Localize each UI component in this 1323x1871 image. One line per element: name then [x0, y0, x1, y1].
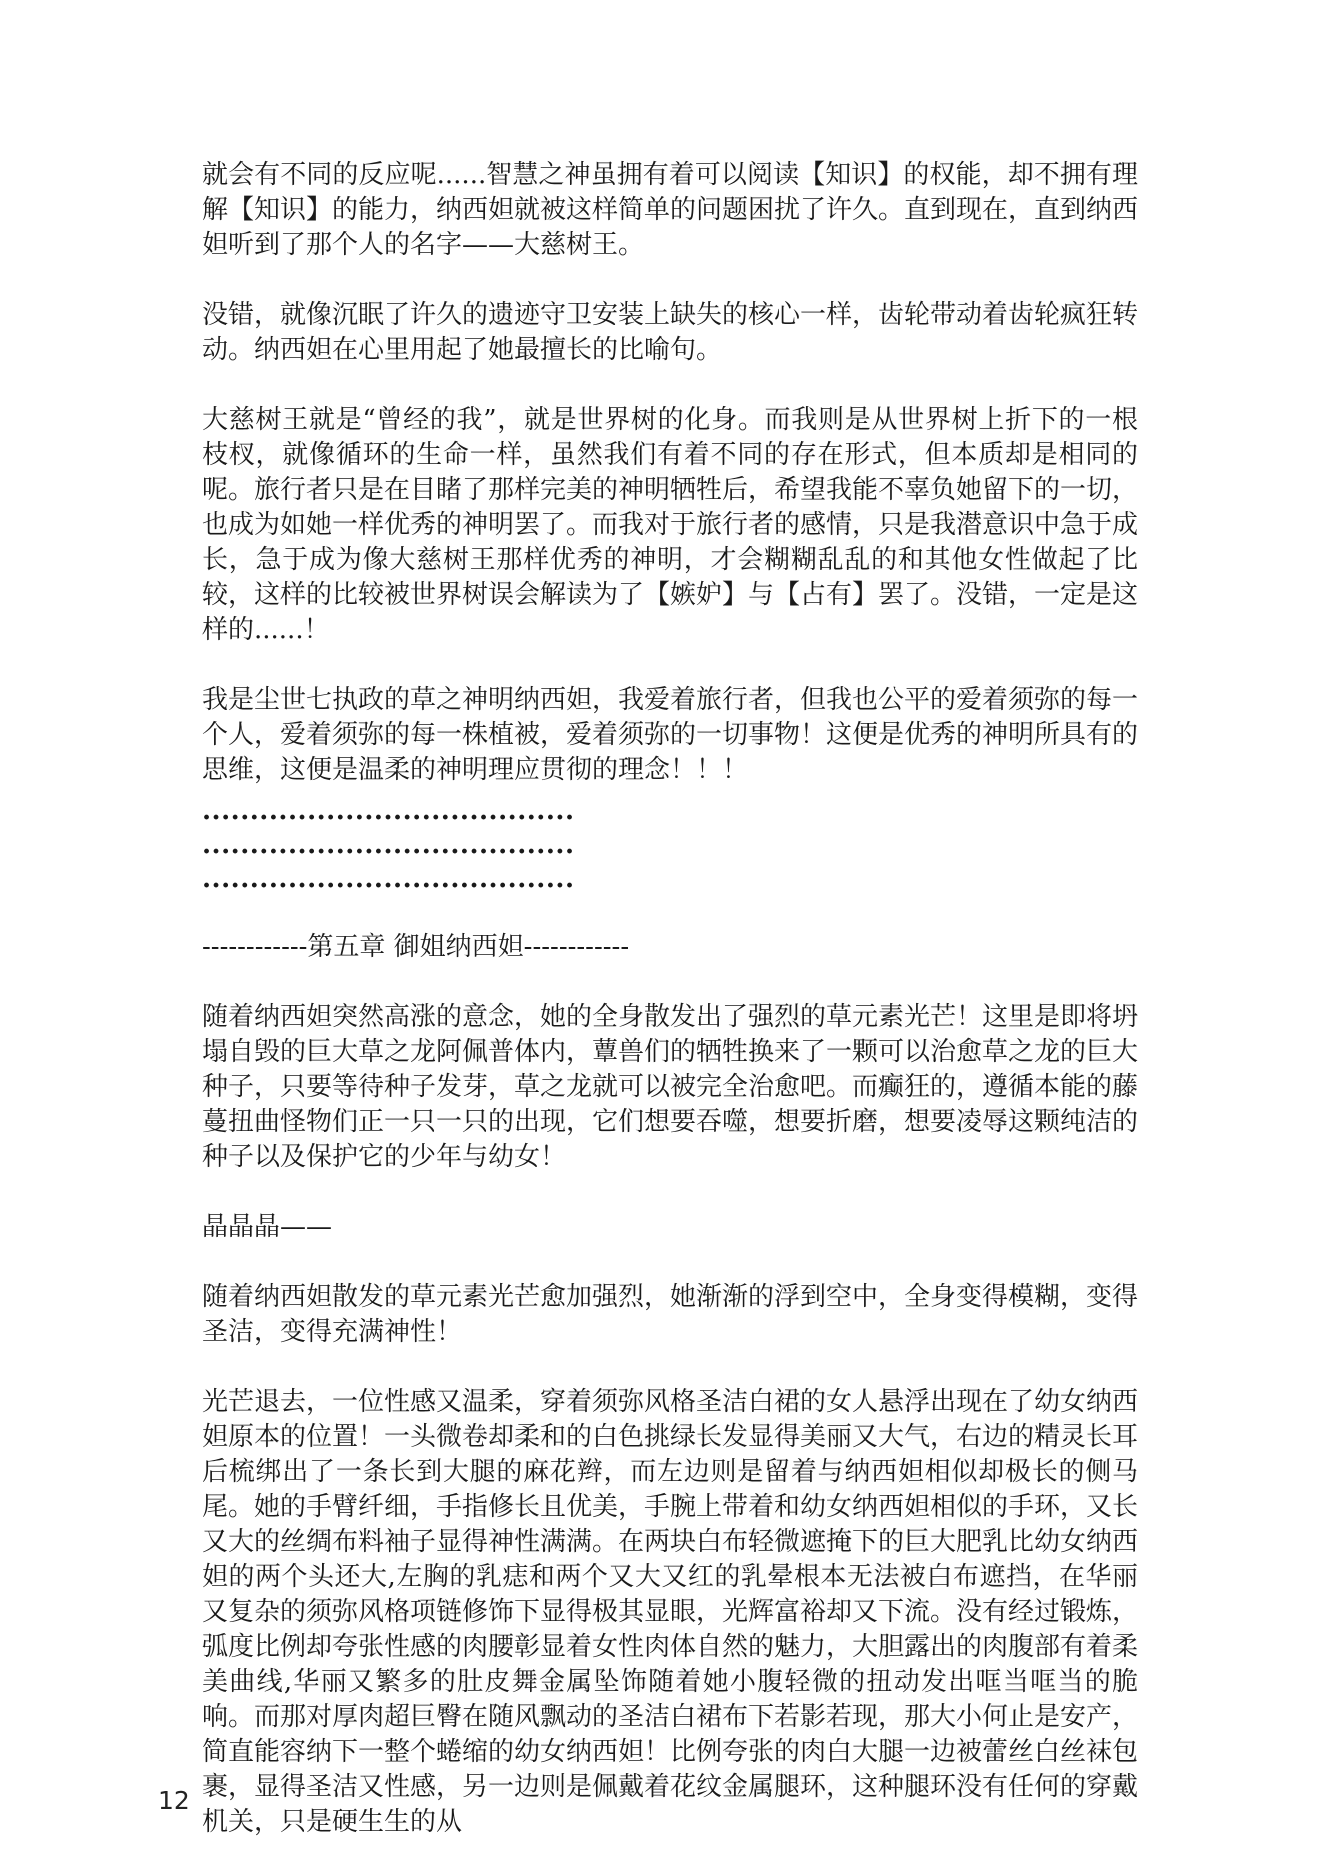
- body-paragraph: 大慈树王就是“曾经的我”，就是世界树的化身。而我则是从世界树上折下的一根枝杈，就像循环的生命一样，虽然我们有着不同的存在形式，但本质却是相同的呢。旅行者只是在目睹了那样完美的神明牺牲后，希望我能不辜负她留下的一切，也成为如她一样优秀的神明罢了。而我对于旅行者的感情，只是我潜意识中急于成长，急于成为像大慈树王那样优秀的神明，才会糊糊乱乱的和其他女性做起了比较，这样的比较被世界树误会解读为了【嫉妒】与【占有】罢了。没错，一定是这样的......！: [202, 405, 1139, 645]
- document-body: [202, 158, 1138, 1871]
- ellipsis-line: .......................................: [202, 864, 575, 894]
- ellipsis-line: .......................................: [202, 830, 575, 860]
- body-paragraph: 我是尘世七执政的草之神明纳西妲，我爱着旅行者，但我也公平的爱着须弥的每一个人，爱着须弥的每一株植被，爱着须弥的一切事物！这便是优秀的神明所具有的思维，这便是温柔的神明理应贯彻的理念！！！: [202, 685, 1139, 785]
- body-paragraph: 没错，就像沉眠了许久的遗迹守卫安装上缺失的核心一样，齿轮带动着齿轮疯狂转动。纳西妲在心里用起了她最擅长的比喻句。: [202, 300, 1139, 365]
- body-paragraph: 随着纳西妲突然高涨的意念，她的全身散发出了强烈的草元素光芒！这里是即将坍塌自毁的巨大草之龙阿佩普体内，蕈兽们的牺牲换来了一颗可以治愈草之龙的巨大种子，只要等待种子发芽，草之龙就可以被完全治愈吧。而癫狂的，遵循本能的藤蔓扭曲怪物们正一只一只的出现，它们想要吞噬，想要折磨，想要凌辱这颗纯洁的种子以及保护它的少年与幼女！: [202, 1002, 1139, 1172]
- page-number: 12: [158, 1786, 190, 1815]
- body-paragraph: 随着纳西妲散发的草元素光芒愈加强烈，她渐渐的浮到空中，全身变得模糊，变得圣洁，变得充满神性！: [202, 1282, 1139, 1347]
- body-paragraph: 晶晶晶——: [202, 1212, 333, 1242]
- ellipsis-line: .......................................: [202, 796, 575, 826]
- chapter-heading: ------------第五章 御姐纳西妲------------: [202, 932, 630, 962]
- body-paragraph: 光芒退去，一位性感又温柔，穿着须弥风格圣洁白裙的女人悬浮出现在了幼女纳西妲原本的位置！一头微卷却柔和的白色挑绿长发显得美丽又大气，右边的精灵长耳后梳绑出了一条长到大腿的麻花辫，而左边则是留着与纳西妲相似却极长的侧马尾。她的手臂纤细，手指修长且优美，手腕上带着和幼女纳西妲相似的手环，又长又大的丝绸布料袖子显得神性满满。在两块白布轻微遮掩下的巨大肥乳比幼女纳西妲的两个头还大,左胸的乳痣和两个又大又红的乳晕根本无法被白布遮挡，在华丽又复杂的须弥风格项链修饰下显得极其显眼，光辉富裕却又下流。没有经过锻炼，弧度比例却夸张性感的肉腰彰显着女性肉体自然的魅力，大胆露出的肉腹部有着柔美曲线,华丽又繁多的肚皮舞金属坠饰随着她小腹轻微的扭动发出哐当哐当的脆响。而那对厚肉超巨臀在随风飘动的圣洁白裙布下若影若现，那大小何止是安产，简直能容纳下一整个蜷缩的幼女纳西妲！比例夸张的肉白大腿一边被蕾丝白丝袜包裹，显得圣洁又性感，另一边则是佩戴着花纹金属腿环，这种腿环没有任何的穿戴机关，只是硬生生的从: [202, 1387, 1139, 1837]
- body-paragraph: 就会有不同的反应呢......智慧之神虽拥有着可以阅读【知识】的权能，却不拥有理解【知识】的能力，纳西妲就被这样简单的问题困扰了许久。直到现在，直到纳西妲听到了那个人的名字——大慈树王。: [202, 160, 1139, 260]
